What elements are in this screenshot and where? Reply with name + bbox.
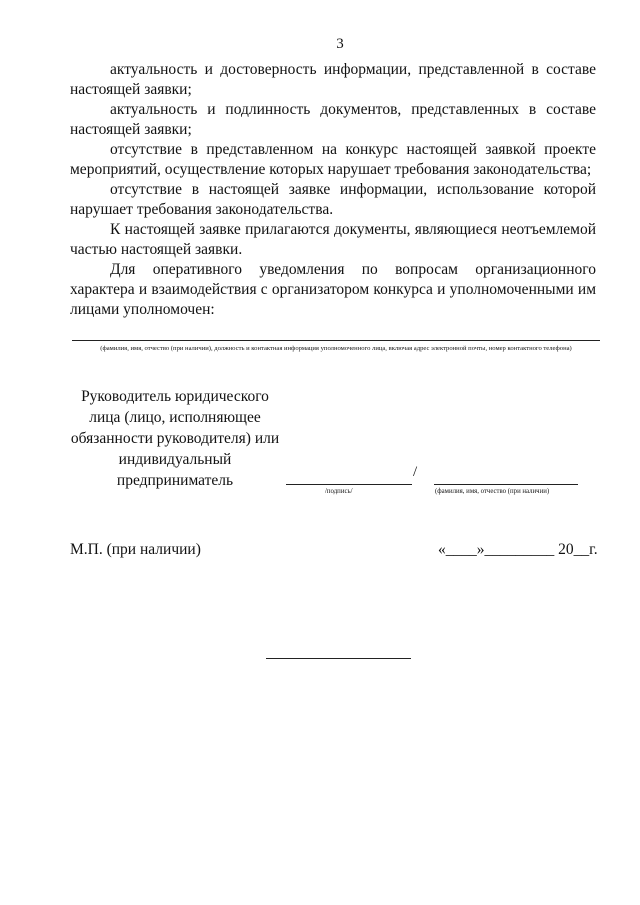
paragraph-6: Для оперативного уведомления по вопросам организационного характера и взаимодействия с организатором конкурса и уполномоченными им лицами уполномочен: <box>70 261 596 318</box>
stamp-label: М.П. (при наличии) <box>70 541 201 558</box>
paragraph-5: К настоящей заявке прилагаются документы, являющиеся неотъемлемой частью настоящей заявки. <box>70 221 596 258</box>
authorized-person-note: (фамилия, имя, отчество (при наличии), должность и контактная информация уполномоченного лица, включая адрес электронной почты, номер контактного телефона) <box>100 345 572 352</box>
head-label: Руководитель юридического лица (лицо, исполняющее обязанности руководителя) или индивидуальный предприниматель <box>70 388 280 489</box>
paragraph-1: актуальность и достоверность информации, представленной в составе настоящей заявки; <box>70 61 596 98</box>
page-number: 3 <box>336 36 344 52</box>
paragraph-2: актуальность и подлинность документов, представленных в составе настоящей заявки; <box>70 101 596 138</box>
paragraph-4: отсутствие в настоящей заявке информации, использование которой нарушает требования законодательства. <box>70 181 596 218</box>
declaration-text <box>70 60 596 320</box>
signature-fill-line <box>286 484 412 485</box>
authorized-person-fill-line <box>72 340 600 341</box>
name-note: (фамилия, имя, отчество (при наличии) <box>435 488 550 495</box>
paragraph-3: отсутствие в представленном на конкурс настоящей заявкой проекте мероприятий, осуществление которых нарушает требования законодательства; <box>70 141 596 178</box>
end-line <box>266 658 411 659</box>
date-field: «____»_________ 20__г. <box>438 541 598 558</box>
name-fill-line <box>434 484 578 485</box>
signature-note: /подпись/ <box>325 488 353 495</box>
signature-slash: / <box>413 464 418 480</box>
